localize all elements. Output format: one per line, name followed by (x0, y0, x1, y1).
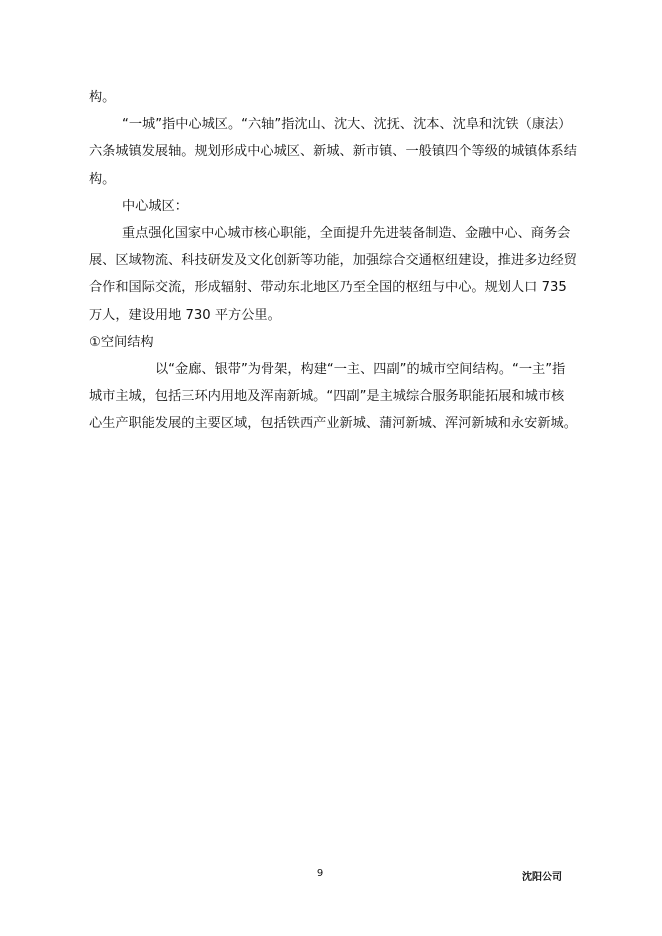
paragraph-continuation: 构。 (89, 90, 116, 105)
company-name: 沈阳公司 (522, 872, 562, 883)
paragraph-heading-central-district: 中心城区： (122, 198, 188, 214)
paragraph-central-district-functions: 重点强化国家中心城市核心职能，全面提升先进装备制造、金融中心、商务会展、区域物流、科技研发及文化创新等功能，加强综合交通枢纽建设，推进多边经贸合作和国际交流，形成辐射、带动东北地区乃至全国的枢纽与中心。规划人口 735 万人，建设用地 730 平方公里。 (89, 226, 577, 323)
paragraph-spatial-structure: 以“金廊、银带”为骨架，构建“一主、四副”的城市空间结构。“一主”指城市主城，包括三环内用地及浑南新城。“四副”是主城综合服务职能拓展和城市核心生产职能发展的主要区域，包括铁西产业新城、蒲河新城、浑河新城和永安新城。 (89, 362, 577, 432)
body-text (89, 84, 577, 438)
page-number: 9 (316, 868, 324, 879)
section-heading-spatial-structure: ①空间结构 (89, 334, 154, 350)
paragraph-city-structure: “一城”指中心城区。“六轴”指沈山、沈大、沈抚、沈本、沈阜和沈铁（康法）六条城镇发展轴。规划形成中心城区、新城、新市镇、一般镇四个等级的城镇体系结构。 (89, 117, 577, 187)
